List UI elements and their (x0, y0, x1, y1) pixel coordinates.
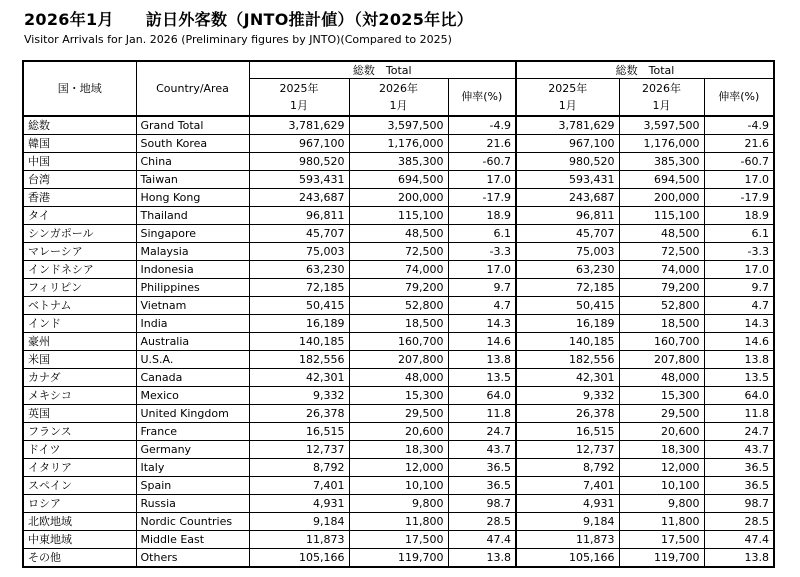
table-row (23, 422, 774, 440)
header-growth-right: 伸率(%) (704, 79, 774, 116)
country-jp-cell: フィリピン (23, 278, 136, 296)
arrivals-2025-cell: 72,185 (249, 278, 349, 296)
arrivals-2026-cell: 20,600 (349, 422, 448, 440)
country-en-cell: China (136, 152, 249, 170)
growth-cell: 36.5 (448, 458, 516, 476)
header-month-jan: 1月 (558, 98, 577, 112)
country-en-cell: Italy (136, 458, 249, 476)
table-row (23, 188, 774, 206)
country-en-cell: Indonesia (136, 260, 249, 278)
arrivals-2025-cell: 980,520 (516, 152, 619, 170)
arrivals-2025-cell: 967,100 (516, 134, 619, 152)
country-jp-cell: ロシア (23, 494, 136, 512)
arrivals-2026-cell: 48,500 (619, 224, 704, 242)
arrivals-2026-cell: 200,000 (349, 188, 448, 206)
table-row (23, 368, 774, 386)
header-year-2026: 2026年 (379, 81, 418, 95)
arrivals-2026-cell: 9,800 (619, 494, 704, 512)
growth-cell: 21.6 (448, 134, 516, 152)
header-total-group-right: 総数 Total (516, 61, 774, 79)
growth-cell: 21.6 (704, 134, 774, 152)
country-jp-cell: ベトナム (23, 296, 136, 314)
arrivals-2026-cell: 29,500 (349, 404, 448, 422)
table-row (23, 530, 774, 548)
growth-cell: 13.5 (448, 368, 516, 386)
arrivals-2025-cell: 16,189 (516, 314, 619, 332)
arrivals-2025-cell: 16,515 (516, 422, 619, 440)
country-jp-cell: カナダ (23, 368, 136, 386)
table-body (23, 116, 774, 567)
arrivals-2026-cell: 200,000 (619, 188, 704, 206)
growth-cell: -17.9 (704, 188, 774, 206)
country-en-cell: France (136, 422, 249, 440)
arrivals-2025-cell: 9,184 (249, 512, 349, 530)
arrivals-2025-cell: 4,931 (516, 494, 619, 512)
arrivals-2026-cell: 18,300 (349, 440, 448, 458)
header-year-2026: 2026年 (642, 81, 682, 95)
growth-cell: 14.6 (704, 332, 774, 350)
country-jp-cell: インドネシア (23, 260, 136, 278)
table-row (23, 386, 774, 404)
arrivals-2025-cell: 50,415 (516, 296, 619, 314)
table-row (23, 224, 774, 242)
arrivals-2025-cell: 9,332 (249, 386, 349, 404)
arrivals-2026-cell: 18,500 (619, 314, 704, 332)
header-2025-jan-right (516, 79, 619, 116)
country-jp-cell: スペイン (23, 476, 136, 494)
arrivals-2025-cell: 3,781,629 (249, 116, 349, 135)
growth-cell: 43.7 (448, 440, 516, 458)
country-en-cell: Russia (136, 494, 249, 512)
arrivals-2025-cell: 16,189 (249, 314, 349, 332)
country-en-cell: Vietnam (136, 296, 249, 314)
table-row (23, 242, 774, 260)
country-en-cell: Philippines (136, 278, 249, 296)
header-group-row (23, 61, 774, 79)
arrivals-2026-cell: 115,100 (349, 206, 448, 224)
growth-cell: 47.4 (448, 530, 516, 548)
arrivals-2026-cell: 17,500 (619, 530, 704, 548)
country-en-cell: India (136, 314, 249, 332)
country-en-cell: Grand Total (136, 116, 249, 135)
table-header (23, 61, 774, 116)
header-month-jan: 1月 (290, 98, 308, 112)
arrivals-2026-cell: 52,800 (349, 296, 448, 314)
arrivals-2025-cell: 593,431 (249, 170, 349, 188)
growth-cell: 13.8 (704, 548, 774, 567)
country-en-cell: Taiwan (136, 170, 249, 188)
arrivals-2025-cell: 96,811 (516, 206, 619, 224)
header-month-jan: 1月 (389, 98, 408, 112)
table-row (23, 440, 774, 458)
country-jp-cell: その他 (23, 548, 136, 567)
country-en-cell: Thailand (136, 206, 249, 224)
arrivals-2025-cell: 182,556 (249, 350, 349, 368)
arrivals-2026-cell: 1,176,000 (619, 134, 704, 152)
table-row (23, 206, 774, 224)
country-jp-cell: 豪州 (23, 332, 136, 350)
growth-cell: 28.5 (704, 512, 774, 530)
growth-cell: 98.7 (448, 494, 516, 512)
table-row (23, 458, 774, 476)
growth-cell: 13.8 (448, 548, 516, 567)
growth-cell: 43.7 (704, 440, 774, 458)
arrivals-2026-cell: 160,700 (619, 332, 704, 350)
country-en-cell: Nordic Countries (136, 512, 249, 530)
growth-cell: 64.0 (704, 386, 774, 404)
arrivals-2026-cell: 11,800 (349, 512, 448, 530)
country-en-cell: Singapore (136, 224, 249, 242)
growth-cell: 24.7 (704, 422, 774, 440)
country-jp-cell: メキシコ (23, 386, 136, 404)
arrivals-2026-cell: 119,700 (349, 548, 448, 567)
arrivals-2025-cell: 63,230 (516, 260, 619, 278)
arrivals-2025-cell: 593,431 (516, 170, 619, 188)
arrivals-2025-cell: 26,378 (249, 404, 349, 422)
table-row (23, 116, 774, 135)
arrivals-2026-cell: 79,200 (349, 278, 448, 296)
arrivals-2026-cell: 10,100 (349, 476, 448, 494)
arrivals-2025-cell: 140,185 (516, 332, 619, 350)
country-en-cell: Australia (136, 332, 249, 350)
growth-cell: 9.7 (704, 278, 774, 296)
arrivals-2025-cell: 96,811 (249, 206, 349, 224)
country-en-cell: Canada (136, 368, 249, 386)
arrivals-2026-cell: 1,176,000 (349, 134, 448, 152)
arrivals-2025-cell: 45,707 (249, 224, 349, 242)
arrivals-2025-cell: 4,931 (249, 494, 349, 512)
arrivals-2026-cell: 79,200 (619, 278, 704, 296)
arrivals-2026-cell: 119,700 (619, 548, 704, 567)
arrivals-2026-cell: 48,500 (349, 224, 448, 242)
arrivals-2025-cell: 42,301 (249, 368, 349, 386)
page-subtitle: Visitor Arrivals for Jan. 2026 (Preliminary figures by JNTO)(Compared to 2025) (24, 33, 452, 46)
arrivals-2025-cell: 3,781,629 (516, 116, 619, 135)
arrivals-2025-cell: 50,415 (249, 296, 349, 314)
growth-cell: -4.9 (448, 116, 516, 135)
arrivals-2026-cell: 160,700 (349, 332, 448, 350)
growth-cell: 36.5 (448, 476, 516, 494)
growth-cell: -60.7 (448, 152, 516, 170)
growth-cell: 98.7 (704, 494, 774, 512)
arrivals-2025-cell: 16,515 (249, 422, 349, 440)
growth-cell: 64.0 (448, 386, 516, 404)
arrivals-2025-cell: 140,185 (249, 332, 349, 350)
country-en-cell: South Korea (136, 134, 249, 152)
country-jp-cell: 北欧地域 (23, 512, 136, 530)
growth-cell: 6.1 (448, 224, 516, 242)
country-jp-cell: マレーシア (23, 242, 136, 260)
arrivals-2026-cell: 3,597,500 (349, 116, 448, 135)
growth-cell: 36.5 (704, 458, 774, 476)
country-jp-cell: 中東地域 (23, 530, 136, 548)
growth-cell: 17.0 (448, 260, 516, 278)
growth-cell: 28.5 (448, 512, 516, 530)
table-row (23, 296, 774, 314)
country-en-cell: Hong Kong (136, 188, 249, 206)
country-en-cell: Spain (136, 476, 249, 494)
growth-cell: 17.0 (448, 170, 516, 188)
table-row (23, 278, 774, 296)
arrivals-2025-cell: 12,737 (249, 440, 349, 458)
country-jp-cell: 台湾 (23, 170, 136, 188)
growth-cell: 4.7 (704, 296, 774, 314)
arrivals-2025-cell: 243,687 (249, 188, 349, 206)
arrivals-2025-cell: 11,873 (249, 530, 349, 548)
arrivals-2026-cell: 3,597,500 (619, 116, 704, 135)
growth-cell: -3.3 (448, 242, 516, 260)
growth-cell: 47.4 (704, 530, 774, 548)
table-row (23, 548, 774, 567)
arrivals-2025-cell: 11,873 (516, 530, 619, 548)
table-row (23, 332, 774, 350)
table-row (23, 152, 774, 170)
header-country-en: Country/Area (136, 61, 249, 116)
arrivals-2025-cell: 7,401 (249, 476, 349, 494)
growth-cell: 18.9 (704, 206, 774, 224)
header-total-group-left: 総数 Total (249, 61, 516, 79)
country-en-cell: Others (136, 548, 249, 567)
arrivals-2026-cell: 15,300 (619, 386, 704, 404)
arrivals-2026-cell: 48,000 (349, 368, 448, 386)
arrivals-2026-cell: 52,800 (619, 296, 704, 314)
arrivals-2025-cell: 72,185 (516, 278, 619, 296)
arrivals-2025-cell: 7,401 (516, 476, 619, 494)
growth-cell: 13.5 (704, 368, 774, 386)
arrivals-2026-cell: 694,500 (349, 170, 448, 188)
arrivals-2026-cell: 12,000 (619, 458, 704, 476)
country-jp-cell: インド (23, 314, 136, 332)
arrivals-2026-cell: 385,300 (349, 152, 448, 170)
arrivals-2025-cell: 12,737 (516, 440, 619, 458)
table-row (23, 314, 774, 332)
growth-cell: 36.5 (704, 476, 774, 494)
country-en-cell: Mexico (136, 386, 249, 404)
growth-cell: 13.8 (704, 350, 774, 368)
growth-cell: 11.8 (704, 404, 774, 422)
country-en-cell: United Kingdom (136, 404, 249, 422)
header-country-jp: 国・地域 (23, 61, 136, 116)
arrivals-2026-cell: 115,100 (619, 206, 704, 224)
arrivals-2025-cell: 45,707 (516, 224, 619, 242)
growth-cell: 6.1 (704, 224, 774, 242)
arrivals-2026-cell: 9,800 (349, 494, 448, 512)
arrivals-2026-cell: 18,300 (619, 440, 704, 458)
arrivals-2025-cell: 8,792 (249, 458, 349, 476)
table-row (23, 170, 774, 188)
growth-cell: 4.7 (448, 296, 516, 314)
arrivals-2025-cell: 980,520 (249, 152, 349, 170)
arrivals-2026-cell: 18,500 (349, 314, 448, 332)
table-row (23, 404, 774, 422)
arrivals-2025-cell: 105,166 (516, 548, 619, 567)
arrivals-2025-cell: 182,556 (516, 350, 619, 368)
arrivals-2026-cell: 10,100 (619, 476, 704, 494)
arrivals-2026-cell: 15,300 (349, 386, 448, 404)
arrivals-2026-cell: 11,800 (619, 512, 704, 530)
table-row (23, 260, 774, 278)
arrivals-2026-cell: 20,600 (619, 422, 704, 440)
arrivals-2026-cell: 12,000 (349, 458, 448, 476)
page-title-main: 訪日外客数（JNTO推計値）（対2025年比） (145, 10, 474, 29)
arrivals-2025-cell: 8,792 (516, 458, 619, 476)
growth-cell: -4.9 (704, 116, 774, 135)
page-title (24, 7, 800, 30)
visitor-arrivals-table (22, 60, 775, 568)
growth-cell: -17.9 (448, 188, 516, 206)
table-row (23, 512, 774, 530)
country-jp-cell: 総数 (23, 116, 136, 135)
growth-cell: 14.6 (448, 332, 516, 350)
table-row (23, 494, 774, 512)
country-jp-cell: 中国 (23, 152, 136, 170)
arrivals-2025-cell: 9,184 (516, 512, 619, 530)
table-row (23, 134, 774, 152)
arrivals-2026-cell: 29,500 (619, 404, 704, 422)
growth-cell: 18.9 (448, 206, 516, 224)
arrivals-2026-cell: 207,800 (619, 350, 704, 368)
arrivals-2026-cell: 17,500 (349, 530, 448, 548)
arrivals-2025-cell: 75,003 (516, 242, 619, 260)
growth-cell: 11.8 (448, 404, 516, 422)
growth-cell: 17.0 (704, 260, 774, 278)
growth-cell: -3.3 (704, 242, 774, 260)
growth-cell: 14.3 (448, 314, 516, 332)
country-jp-cell: ドイツ (23, 440, 136, 458)
arrivals-2026-cell: 48,000 (619, 368, 704, 386)
header-2026-jan-right (619, 79, 704, 116)
arrivals-2026-cell: 74,000 (349, 260, 448, 278)
arrivals-2025-cell: 75,003 (249, 242, 349, 260)
header-growth-left: 伸率(%) (448, 79, 516, 116)
table-row (23, 350, 774, 368)
arrivals-2025-cell: 63,230 (249, 260, 349, 278)
arrivals-2025-cell: 9,332 (516, 386, 619, 404)
country-jp-cell: シンガポール (23, 224, 136, 242)
header-2026-jan-left (349, 79, 448, 116)
country-jp-cell: 韓国 (23, 134, 136, 152)
country-en-cell: Germany (136, 440, 249, 458)
growth-cell: 17.0 (704, 170, 774, 188)
arrivals-2026-cell: 74,000 (619, 260, 704, 278)
header-month-jan: 1月 (652, 98, 671, 112)
table-row (23, 476, 774, 494)
arrivals-2025-cell: 243,687 (516, 188, 619, 206)
growth-cell: -60.7 (704, 152, 774, 170)
arrivals-2026-cell: 694,500 (619, 170, 704, 188)
country-en-cell: Malaysia (136, 242, 249, 260)
arrivals-2025-cell: 42,301 (516, 368, 619, 386)
country-en-cell: U.S.A. (136, 350, 249, 368)
country-jp-cell: フランス (23, 422, 136, 440)
growth-cell: 13.8 (448, 350, 516, 368)
header-year-2025: 2025年 (548, 81, 588, 95)
arrivals-2025-cell: 105,166 (249, 548, 349, 567)
header-year-2025: 2025年 (279, 81, 319, 95)
arrivals-2026-cell: 385,300 (619, 152, 704, 170)
arrivals-2026-cell: 72,500 (349, 242, 448, 260)
arrivals-2026-cell: 72,500 (619, 242, 704, 260)
growth-cell: 24.7 (448, 422, 516, 440)
country-en-cell: Middle East (136, 530, 249, 548)
country-jp-cell: タイ (23, 206, 136, 224)
page-title-date: 2026年1月 (24, 10, 114, 29)
growth-cell: 14.3 (704, 314, 774, 332)
arrivals-2025-cell: 26,378 (516, 404, 619, 422)
arrivals-2026-cell: 207,800 (349, 350, 448, 368)
country-jp-cell: 米国 (23, 350, 136, 368)
country-jp-cell: イタリア (23, 458, 136, 476)
arrivals-2025-cell: 967,100 (249, 134, 349, 152)
growth-cell: 9.7 (448, 278, 516, 296)
country-jp-cell: 香港 (23, 188, 136, 206)
country-jp-cell: 英国 (23, 404, 136, 422)
header-2025-jan-left (249, 79, 349, 116)
